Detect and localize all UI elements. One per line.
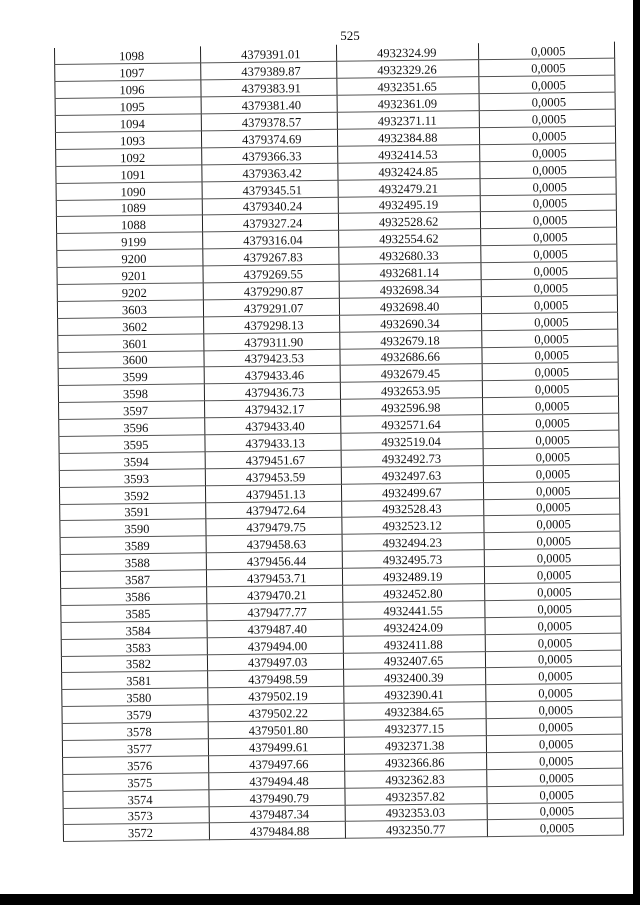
error-cell: 0,0005 [486,717,622,735]
y-coordinate-cell: 4932653.95 [340,381,482,400]
x-coordinate-cell: 4379494.00 [207,636,343,654]
error-cell: 0,0005 [481,261,617,279]
x-coordinate-cell: 4379345.51 [202,180,338,198]
error-cell: 0,0005 [483,464,619,482]
error-cell: 0,0005 [484,548,620,566]
x-coordinate-cell: 4379502.19 [208,687,344,705]
y-coordinate-cell: 4932441.55 [343,601,485,620]
y-coordinate-cell: 4932528.62 [338,212,480,231]
point-number-cell: 3584 [61,621,207,640]
x-coordinate-cell: 4379501.80 [208,720,344,738]
point-number-cell: 1094 [55,114,201,133]
error-cell: 0,0005 [480,160,616,178]
y-coordinate-cell: 4932324.99 [336,43,478,62]
x-coordinate-cell: 4379470.21 [207,585,343,603]
point-number-cell: 9201 [57,266,203,285]
y-coordinate-cell: 4932377.15 [344,719,486,738]
y-coordinate-cell: 4932495.19 [338,195,480,214]
y-coordinate-cell: 4932686.66 [340,347,482,366]
point-number-cell: 3601 [58,333,204,352]
y-coordinate-cell: 4932424.09 [343,617,485,636]
y-coordinate-cell: 4932407.65 [343,651,485,670]
error-cell: 0,0005 [479,126,615,144]
point-number-cell: 3594 [59,452,205,471]
error-cell: 0,0005 [482,329,618,347]
error-cell: 0,0005 [480,194,616,212]
error-cell: 0,0005 [479,109,615,127]
x-coordinate-cell: 4379291.07 [203,298,339,316]
point-number-cell: 3597 [59,401,205,420]
x-coordinate-cell: 4379391.01 [200,45,336,63]
y-coordinate-cell: 4932571.64 [341,415,483,434]
y-coordinate-cell: 4932390.41 [344,685,486,704]
y-coordinate-cell: 4932357.82 [345,786,487,805]
error-cell: 0,0005 [481,244,617,262]
point-number-cell: 3574 [63,789,209,808]
point-number-cell: 3600 [58,350,204,369]
point-number-cell: 1093 [55,131,201,150]
y-coordinate-cell: 4932400.39 [344,668,486,687]
error-cell: 0,0005 [482,396,618,414]
x-coordinate-cell: 4379290.87 [203,281,339,299]
y-coordinate-cell: 4932384.88 [337,128,479,147]
x-coordinate-cell: 4379487.40 [207,619,343,637]
error-cell: 0,0005 [481,295,617,313]
error-cell: 0,0005 [487,751,623,769]
x-coordinate-cell: 4379269.55 [203,264,339,282]
x-coordinate-cell: 4379472.64 [206,501,342,519]
point-number-cell: 3592 [59,485,205,504]
point-number-cell: 3598 [58,384,204,403]
x-coordinate-cell: 4379497.03 [207,653,343,671]
point-number-cell: 3595 [59,435,205,454]
page-number: 525 [340,28,360,43]
point-number-cell: 1091 [56,165,202,184]
x-coordinate-cell: 4379453.71 [206,568,342,586]
point-number-cell: 1089 [56,198,202,217]
x-coordinate-cell: 4379423.53 [204,349,340,367]
x-coordinate-cell: 4379451.67 [205,450,341,468]
point-number-cell: 3582 [61,654,207,673]
point-number-cell: 1092 [56,148,202,167]
error-cell: 0,0005 [479,92,615,110]
error-cell: 0,0005 [482,312,618,330]
y-coordinate-cell: 4932519.04 [341,432,483,451]
x-coordinate-cell: 4379458.63 [206,535,342,553]
x-coordinate-cell: 4379363.42 [202,163,338,181]
y-coordinate-cell: 4932384.65 [344,702,486,721]
x-coordinate-cell: 4379378.57 [201,112,337,130]
error-cell: 0,0005 [486,683,622,701]
coordinates-table-container [54,42,623,874]
point-number-cell: 3602 [58,317,204,336]
x-coordinate-cell: 4379433.40 [205,416,341,434]
point-number-cell: 1090 [56,181,202,200]
y-coordinate-cell: 4932680.33 [339,246,481,265]
error-cell: 0,0005 [480,143,616,161]
y-coordinate-cell: 4932371.38 [344,736,486,755]
x-coordinate-cell: 4379316.04 [203,231,339,249]
y-coordinate-cell: 4932494.23 [342,533,484,552]
error-cell: 0,0005 [484,498,620,516]
point-number-cell: 3585 [61,604,207,623]
coordinates-table [54,42,624,843]
point-number-cell: 3593 [59,469,205,488]
x-coordinate-cell: 4379477.77 [207,602,343,620]
point-number-cell: 1096 [55,80,201,99]
point-number-cell: 3590 [60,519,206,538]
point-number-cell: 3599 [58,367,204,386]
y-coordinate-cell: 4932497.63 [341,465,483,484]
error-cell: 0,0005 [484,531,620,549]
point-number-cell: 9200 [57,249,203,268]
error-cell: 0,0005 [487,819,623,837]
point-number-cell: 3588 [60,553,206,572]
x-coordinate-cell: 4379502.22 [208,703,344,721]
y-coordinate-cell: 4932424.85 [338,161,480,180]
y-coordinate-cell: 4932523.12 [342,516,484,535]
point-number-cell: 1095 [55,97,201,116]
x-coordinate-cell: 4379479.75 [206,518,342,536]
error-cell: 0,0005 [484,565,620,583]
error-cell: 0,0005 [480,177,616,195]
x-coordinate-cell: 4379432.17 [205,399,341,417]
point-number-cell: 3580 [62,688,208,707]
error-cell: 0,0005 [484,515,620,533]
x-coordinate-cell: 4379494.48 [209,771,345,789]
error-cell: 0,0005 [485,633,621,651]
point-number-cell: 9199 [57,232,203,251]
error-cell: 0,0005 [480,211,616,229]
x-coordinate-cell: 4379433.46 [204,366,340,384]
y-coordinate-cell: 4932452.80 [343,584,485,603]
error-cell: 0,0005 [485,599,621,617]
error-cell: 0,0005 [487,802,623,820]
x-coordinate-cell: 4379499.61 [208,737,344,755]
y-coordinate-cell: 4932366.86 [345,753,487,772]
point-number-cell: 1098 [54,46,200,65]
y-coordinate-cell: 4932350.77 [345,820,487,839]
error-cell: 0,0005 [482,379,618,397]
point-number-cell: 3576 [63,756,209,775]
x-coordinate-cell: 4379311.90 [204,332,340,350]
point-number-cell: 3581 [62,671,208,690]
y-coordinate-cell: 4932698.34 [339,280,481,299]
x-coordinate-cell: 4379267.83 [203,247,339,265]
x-coordinate-cell: 4379298.13 [204,315,340,333]
x-coordinate-cell: 4379490.79 [209,788,345,806]
x-coordinate-cell: 4379498.59 [208,670,344,688]
point-number-cell: 3579 [62,705,208,724]
scan-edge-right [633,0,640,905]
y-coordinate-cell: 4932353.03 [345,803,487,822]
error-cell: 0,0005 [486,734,622,752]
error-cell: 0,0005 [487,785,623,803]
x-coordinate-cell: 4379383.91 [201,79,337,97]
y-coordinate-cell: 4932528.43 [342,499,484,518]
error-cell: 0,0005 [482,346,618,364]
x-coordinate-cell: 4379340.24 [202,197,338,215]
error-cell: 0,0005 [485,650,621,668]
y-coordinate-cell: 4932679.45 [340,364,482,383]
x-coordinate-cell: 4379433.13 [205,433,341,451]
point-number-cell: 3587 [60,570,206,589]
y-coordinate-cell: 4932362.83 [345,769,487,788]
point-number-cell: 3573 [63,806,209,825]
error-cell: 0,0005 [486,667,622,685]
point-number-cell: 3589 [60,536,206,555]
y-coordinate-cell: 4932596.98 [341,398,483,417]
point-number-cell: 1097 [55,63,201,82]
y-coordinate-cell: 4932690.34 [340,313,482,332]
point-number-cell: 3575 [63,773,209,792]
y-coordinate-cell: 4932489.19 [342,567,484,586]
error-cell: 0,0005 [485,616,621,634]
y-coordinate-cell: 4932411.88 [343,634,485,653]
y-coordinate-cell: 4932414.53 [338,145,480,164]
error-cell: 0,0005 [483,447,619,465]
y-coordinate-cell: 4932361.09 [337,94,479,113]
x-coordinate-cell: 4379451.13 [205,484,341,502]
y-coordinate-cell: 4932492.73 [341,449,483,468]
error-cell: 0,0005 [481,278,617,296]
error-cell: 0,0005 [482,363,618,381]
point-number-cell: 3603 [57,300,203,319]
y-coordinate-cell: 4932371.11 [337,111,479,130]
error-cell: 0,0005 [478,42,614,60]
coordinates-table-body [54,42,623,842]
y-coordinate-cell: 4932351.65 [337,77,479,96]
point-number-cell: 3577 [62,739,208,758]
point-number-cell: 3583 [61,637,207,656]
point-number-cell: 3572 [63,823,209,842]
y-coordinate-cell: 4932479.21 [338,178,480,197]
x-coordinate-cell: 4379497.66 [209,754,345,772]
x-coordinate-cell: 4379327.24 [202,214,338,232]
error-cell: 0,0005 [485,582,621,600]
point-number-cell: 3586 [61,587,207,606]
error-cell: 0,0005 [483,430,619,448]
x-coordinate-cell: 4379484.88 [209,822,345,840]
error-cell: 0,0005 [487,768,623,786]
error-cell: 0,0005 [483,481,619,499]
y-coordinate-cell: 4932499.67 [341,482,483,501]
point-number-cell: 3591 [60,502,206,521]
y-coordinate-cell: 4932495.73 [342,550,484,569]
point-number-cell: 3578 [62,722,208,741]
y-coordinate-cell: 4932681.14 [339,263,481,282]
point-number-cell: 3596 [59,418,205,437]
point-number-cell: 9202 [57,283,203,302]
x-coordinate-cell: 4379456.44 [206,551,342,569]
point-number-cell: 1088 [56,215,202,234]
y-coordinate-cell: 4932329.26 [337,60,479,79]
error-cell: 0,0005 [479,75,615,93]
y-coordinate-cell: 4932679.18 [340,330,482,349]
x-coordinate-cell: 4379453.59 [205,467,341,485]
x-coordinate-cell: 4379381.40 [201,95,337,113]
y-coordinate-cell: 4932554.62 [339,229,481,248]
x-coordinate-cell: 4379436.73 [204,383,340,401]
x-coordinate-cell: 4379487.34 [209,805,345,823]
error-cell: 0,0005 [483,413,619,431]
x-coordinate-cell: 4379374.69 [201,129,337,147]
error-cell: 0,0005 [486,700,622,718]
x-coordinate-cell: 4379366.33 [202,146,338,164]
error-cell: 0,0005 [479,59,615,77]
x-coordinate-cell: 4379389.87 [201,62,337,80]
error-cell: 0,0005 [481,227,617,245]
scan-edge-bottom [0,894,640,905]
y-coordinate-cell: 4932698.40 [339,297,481,316]
